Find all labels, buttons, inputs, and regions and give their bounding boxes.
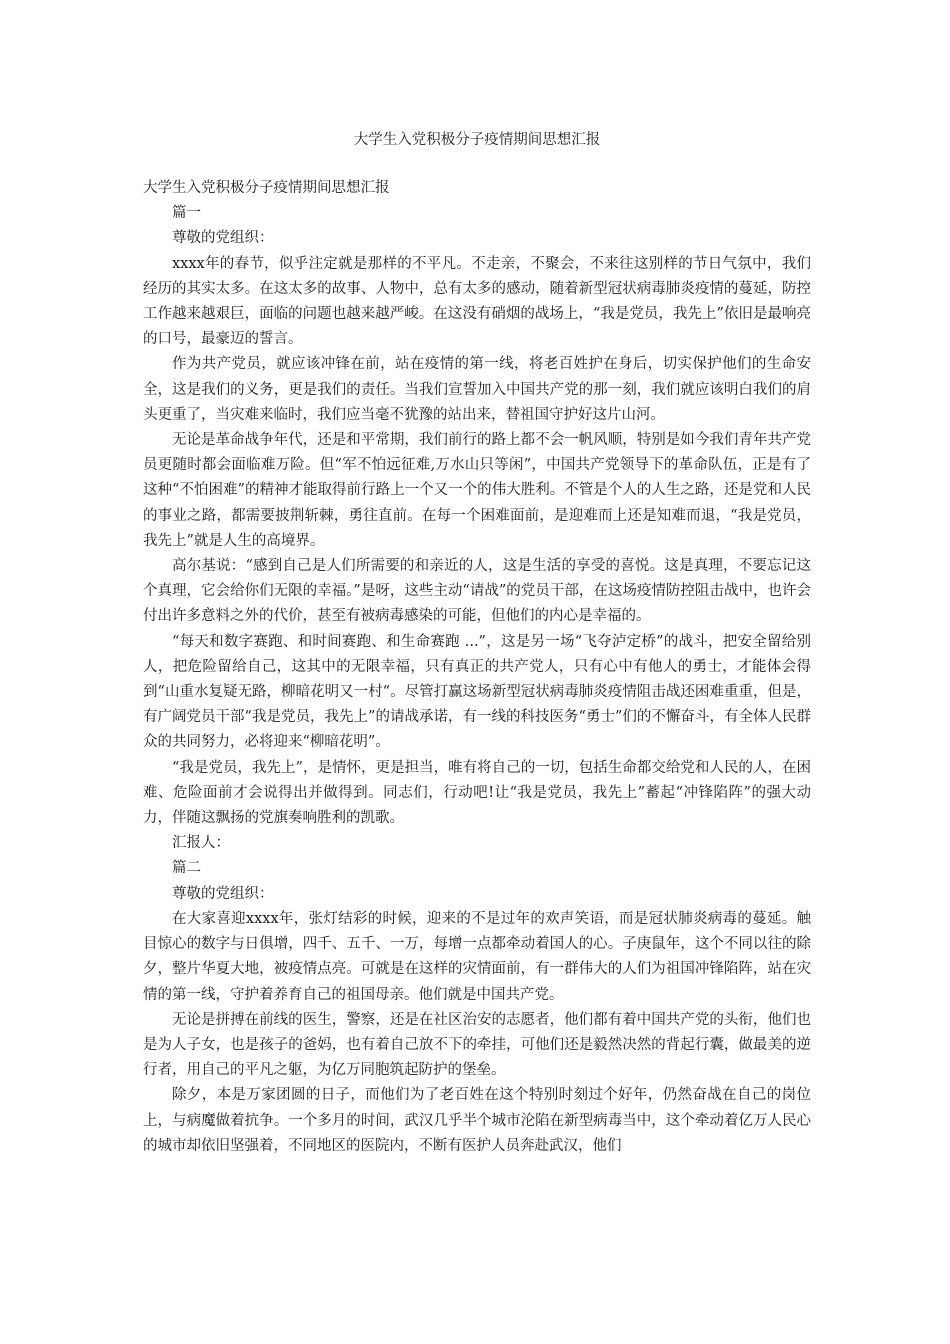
part1-paragraph: “每天和数字赛跑、和时间赛跑、和生命赛跑 ...”，这是另一场“飞夺泸定桥”的战斗，把安全留给别人，把危险留给自己，这其中的无限幸福，只有真正的共产党人，只有心中有他人的勇士，才能体会得到“山重水复疑无路，柳暗花明又一村“。尽管打赢这场新型冠状病毒肺炎疫情阻击战还困难重重，但是，有广阔党员干部“我是党员，我先上”的请战承诺，有一线的科技医务“勇士”们的不懈奋斗，有全体人民群众的共同努力，必将迎来“柳暗花明”。 (143, 633, 811, 751)
part1-paragraph: xxxx年的春节，似乎注定就是那样的不平凡。不走亲，不聚会，不来往这别样的节日气氛中，我们经历的其实太多。在这太多的故事、人物中，总有太多的感动，随着新型冠状病毒肺炎疫情的蔓延，防控工作越来越艰巨，面临的问题也越来越严峻。在这没有硝烟的战场上，“我是党员，我先上”依旧是最响亮的口号，最豪迈的誓言。 (143, 255, 811, 348)
part2-paragraph: 除夕，本是万家团圆的日子，而他们为了老百姓在这个特别时刻过个好年，仍然奋战在自己的岗位上，与病魔做着抗争。一个多月的时间，武汉几乎半个城市沦陷在新型病毒当中，这个牵动着亿万人民心的城市却依旧坚强着，不同地区的医院内，不断有医护人员奔赴武汉，他们 (143, 1087, 811, 1154)
part1-paragraph: “我是党员，我先上”，是情怀，更是担当，唯有将自己的一切，包括生命都交给党和人民的人，在困难、危险面前才会说得出并做得到。同志们，行动吧!让“我是党员，我先上”蓄起“冲锋陷阵”的强大动力，伴随这飘扬的党旗奏响胜利的凯歌。 (143, 759, 811, 827)
part1-signature: 汇报人： (172, 835, 230, 852)
part2-paragraph: 无论是拼搏在前线的医生，警察，还是在社区治安的志愿者，他们都有着中国共产党的头衔，他们也是为人子女，也是孩子的爸妈，也有着自己放不下的牵挂，可他们还是毅然决然的背起行囊，做最美的逆行者，用自己的平凡之躯，为亿万同胞筑起防护的堡垒。 (143, 1011, 811, 1079)
document-subtitle: 大学生入党积极分子疫情期间思想汇报 (143, 180, 390, 196)
part1-salutation: 尊敬的党组织： (172, 230, 274, 247)
part1-heading: 篇一 (172, 205, 201, 222)
part2-salutation: 尊敬的党组织： (172, 885, 274, 902)
part1-paragraph: 高尔基说：“感到自己是人们所需要的和亲近的人，这是生活的享受的喜悦。这是真理，不要忘记这个真理，它会给你们无限的幸福。”是呀，这些主动“请战”的党员干部，在这场疫情防控阻击战中，也许会付出许多意料之外的代价，甚至有被病毒感染的可能，但他们的内心是幸福的。 (143, 558, 811, 625)
document-body (143, 176, 811, 1159)
part1-paragraph: 无论是革命战争年代，还是和平常期，我们前行的路上都不会一帆风顺，特别是如今我们青年共产党员更随时都会面临难万险。但“军不怕远征难,万水山只等闲”，中国共产党领导下的革命队伍，正是有了这种“不怕困难”的精神才能取得前行路上一个又一个的伟大胜利。不管是个人的人生之路，还是党和人民的事业之路，都需要披荆斩棘，勇往直前。在每一个困难面前，是迎难而上还是知难而退，“我是党员，我先上”就是人生的高境界。 (143, 432, 811, 549)
part2-heading: 篇二 (172, 860, 201, 877)
part2-paragraph: 在大家喜迎xxxx年，张灯结彩的时候，迎来的不是过年的欢声笑语，而是冠状肺炎病毒的蔓延。触目惊心的数字与日俱增，四千、五千、一万，每增一点都牵动着国人的心。子庚鼠年，这个不同以往的除夕，整片华夏大地，被疫情点亮。可就是在这样的灾情面前，有一群伟大的人们为祖国冲锋陷阵，站在灾情的第一线，守护着养育自己的祖国母亲。他们就是中国共产党。 (143, 910, 811, 1003)
document-title: 大学生入党积极分子疫情期间思想汇报 (353, 132, 601, 148)
part1-paragraph: 作为共产党员，就应该冲锋在前，站在疫情的第一线，将老百姓护在身后，切实保护他们的生命安全，这是我们的义务，更是我们的责任。当我们宣誓加入中国共产党的那一刻，我们就应该明白我们的肩头更重了，当灾难来临时，我们应当毫不犹豫的站出来，替祖国守护好这片山河。 (143, 356, 811, 423)
